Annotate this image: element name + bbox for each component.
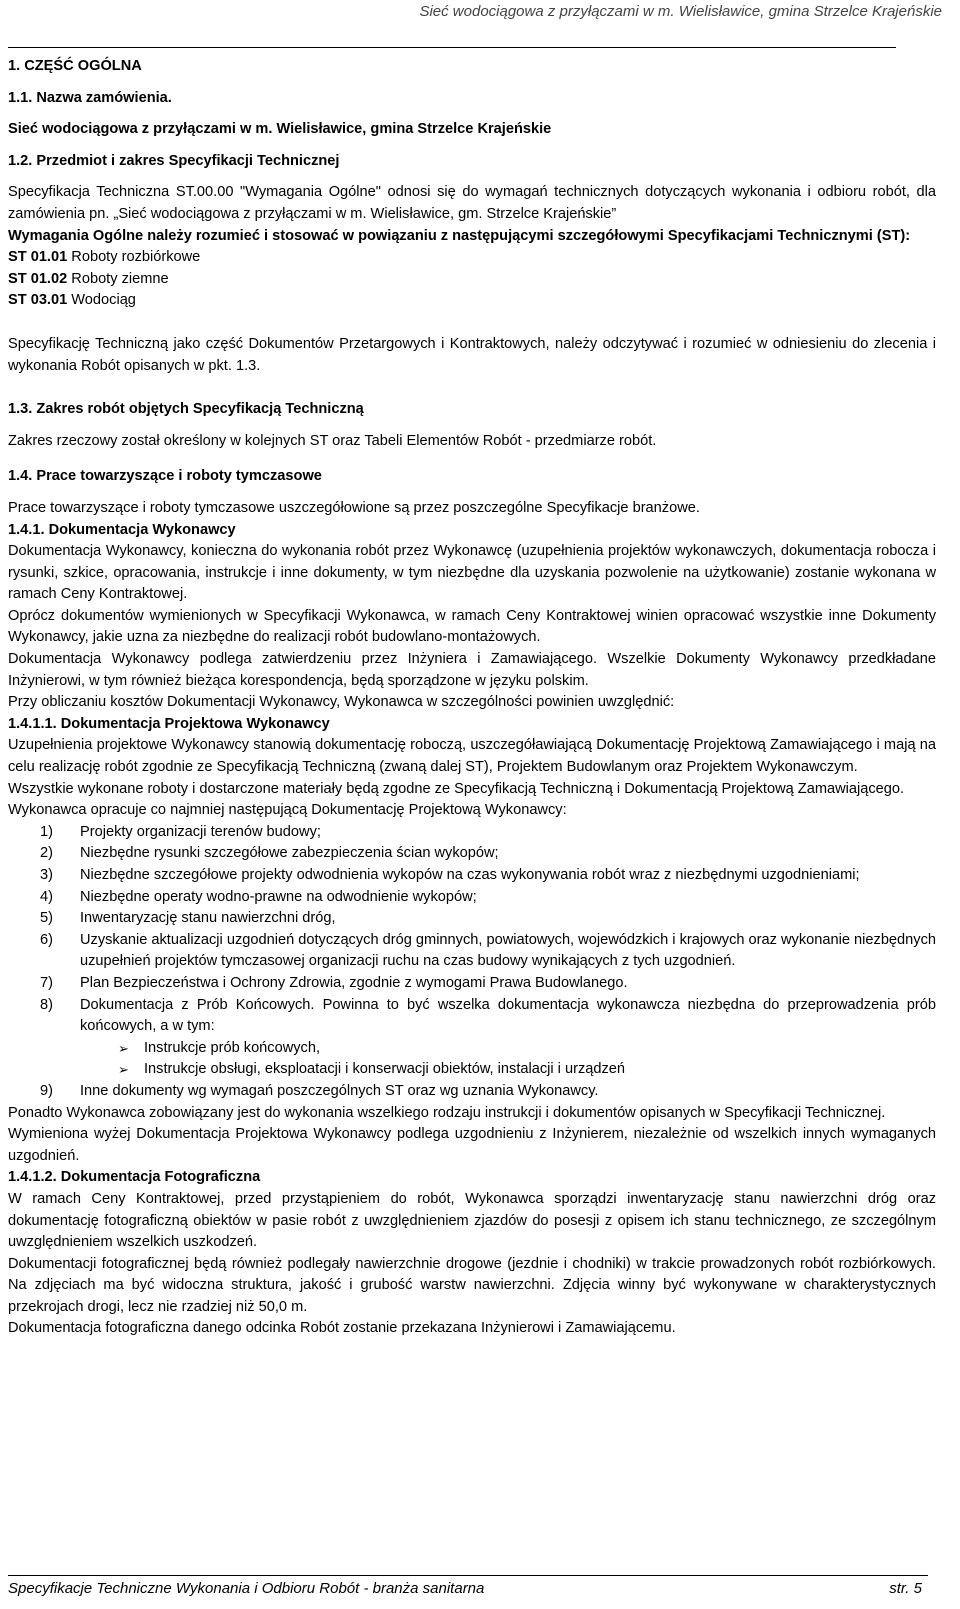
arrow-bullet-icon: ➢ <box>118 1040 129 1056</box>
paragraph: Specyfikację Techniczną jako część Dokumentów Przetargowych i Kontraktowych, należy odczytywać i rozumieć w odniesieniu do zlecenia i wykonania Robót opisanych w pkt. 1.3. <box>8 335 936 374</box>
paragraph: W ramach Ceny Kontraktowej, przed przystąpieniem do robót, Wykonawca sporządzi inwentaryzację stanu nawierzchni dróg oraz dokumentację fotograficzną obiektów w pasie robót z uwzględnieniem zjazdów do posesji z opisem ich stanu technicznego, ze szczególnym uwzględnieniem wszelkich uszkodzeń. <box>8 1190 936 1251</box>
numbered-list-continued <box>8 1081 936 1103</box>
numbered-list <box>8 822 936 1038</box>
paragraph: Dokumentacji fotograficznej będą również podlegały nawierzchnie drogowe (jezdnie i chodniki) w trakcie prowadzonych robót rozbiórkowych. Na zdjęciach ma być widoczna struktura, jakość i grubość warstw nawierzchni. Zdjęcia winny być wykonywane w charakterystycznych przekrojach drogi, lecz nie rzadziej niż 50,0 m. <box>8 1255 936 1315</box>
list-item: 2) Niezbędne rysunki szczegółowe zabezpieczenia ścian wykopów; <box>40 845 499 862</box>
paragraph: Wszystkie wykonane roboty i dostarczone materiały będą zgodne ze Specyfikacją Techniczną i Dokumentacją Projektową Zamawiającego. <box>8 780 905 797</box>
list-item: 8) Dokumentacja z Prób Końcowych. Powinna to być wszelka dokumentacja wykonawcza niezbędna do przeprowadzenia prób końcowych, a w tym: <box>40 996 936 1035</box>
paragraph: Przy obliczaniu kosztów Dokumentacji Wykonawcy, Wykonawca w szczególności powinien uwzględnić: <box>8 694 675 711</box>
section-heading-1-2: 1.2. Przedmiot i zakres Specyfikacji Technicznej <box>8 152 340 169</box>
section-heading-1-4-1-2: 1.4.1.2. Dokumentacja Fotograficzna <box>8 1169 261 1186</box>
section-heading-1: 1. CZĘŚĆ OGÓLNA <box>8 58 142 74</box>
paragraph: Oprócz dokumentów wymienionych w Specyfikacji Wykonawca, w ramach Ceny Kontraktowej winien opracować wszystkie inne Dokumenty Wykonawcy, jakie uzna za niezbędne do realizacji robót budowlano-montażowych. <box>8 607 936 646</box>
list-item: 9) Inne dokumenty wg wymagań poszczególnych ST oraz wg uznania Wykonawcy. <box>40 1082 599 1099</box>
section-heading-1-4-1-1: 1.4.1.1. Dokumentacja Projektowa Wykonawcy <box>8 715 330 732</box>
paragraph: Prace towarzyszące i roboty tymczasowe uszczegółowione są przez poszczególne Specyfikacje branżowe. <box>8 499 700 516</box>
document-body <box>8 56 936 1340</box>
paragraph: Uzupełnienia projektowe Wykonawcy stanowią dokumentację roboczą, uszczegóławiającą Dokumentację Projektową Zamawiającego i mają na celu realizację robót zgodnie ze Specyfikacją Techniczną (zwaną dalej ST), Projektem Budowlanym oraz Projektem Wykonawczym. <box>8 737 936 776</box>
section-heading-1-3: 1.3. Zakres robót objętych Specyfikacją Techniczną <box>8 401 364 418</box>
running-header: Sieć wodociągowa z przyłączami w m. Wielisławice, gmina Strzelce Krajeńskie <box>419 3 942 20</box>
paragraph: Wykonawca opracuje co najmniej następującą Dokumentację Projektową Wykonawcy: <box>8 802 567 819</box>
st-item: ST 01.01 Roboty rozbiórkowe <box>8 249 201 266</box>
list-item: 3) Niezbędne szczegółowe projekty odwodnienia wykopów na czas wykonywania robót wraz z niezbędnymi uzgodnieniami; <box>40 867 860 883</box>
footer-rule <box>8 1575 928 1576</box>
list-item: ➢ Instrukcje prób końcowych, <box>8 1038 936 1060</box>
list-item: 7) Plan Bezpieczeństwa i Ochrony Zdrowia, zgodnie z wymogami Prawa Budowlanego. <box>40 974 628 991</box>
order-name: Sieć wodociągowa z przyłączami w m. Wielisławice, gmina Strzelce Krajeńskie <box>8 121 552 138</box>
paragraph-bold: Wymagania Ogólne należy rozumieć i stosować w powiązaniu z następującymi szczegółowymi Specyfikacjami Technicznymi (ST): <box>8 227 911 244</box>
paragraph: Ponadto Wykonawca zobowiązany jest do wykonania wszelkiego rodzaju instrukcji i dokumentów opisanych w Specyfikacji Technicznej. <box>8 1104 886 1121</box>
arrow-list <box>8 1038 936 1081</box>
section-heading-1-1: 1.1. Nazwa zamówienia. <box>8 89 172 106</box>
st-item: ST 01.02 Roboty ziemne <box>8 270 169 287</box>
footer-title: Specyfikacje Techniczne Wykonania i Odbioru Robót - branża sanitarna <box>8 1580 485 1597</box>
list-item: 6) Uzyskanie aktualizacji uzgodnień dotyczących dróg gminnych, powiatowych, wojewódzkich i krajowych oraz wykonanie niezbędnych uzupełnień projektów tymczasowej organizacji ruchu na czas budowy wynikających z tych uzgodnień. <box>40 931 936 970</box>
paragraph: Wymieniona wyżej Dokumentacja Projektowa Wykonawcy podlega uzgodnieniu z Inżynierem, niezależnie od wszelkich innych wymaganych uzgodnień. <box>8 1126 936 1164</box>
paragraph: Dokumentacja Wykonawcy, konieczna do wykonania robót przez Wykonawcę (uzupełnienia projektów wykonawczych, dokumentacja robocza i rysunki, szkice, opracowania, instrukcje i inne dokumenty, w tym niezbędne dla uzyskania pozwolenie na użytkowanie) zostanie wykonana w ramach Ceny Kontraktowej. <box>8 543 936 603</box>
paragraph: Dokumentacja fotograficzna danego odcinka Robót zostanie przekazana Inżynierowi i Zamawiającemu. <box>8 1320 676 1337</box>
list-item: ➢ Instrukcje obsługi, eksploatacji i konserwacji obiektów, instalacji i urządzeń <box>8 1059 936 1081</box>
header-rule <box>8 47 896 48</box>
section-heading-1-4: 1.4. Prace towarzyszące i roboty tymczasowe <box>8 468 322 485</box>
list-item: 5) Inwentaryzację stanu nawierzchni dróg, <box>40 910 336 927</box>
list-item: 4) Niezbędne operaty wodno-prawne na odwodnienie wykopów; <box>40 888 477 905</box>
st-item: ST 03.01 Wodociąg <box>8 292 136 309</box>
list-item: 1) Projekty organizacji terenów budowy; <box>40 823 321 840</box>
paragraph: Dokumentacja Wykonawcy podlega zatwierdzeniu przez Inżyniera i Zamawiającego. Wszelkie Dokumenty Wykonawcy przedkładane Inżynierowi, w tym również bieżąca korespondencja, będą sporządzone w języku polskim. <box>8 651 936 689</box>
paragraph: Specyfikacja Techniczna ST.00.00 "Wymagania Ogólne" odnosi się do wymagań technicznych dotyczących wykonania i odbioru robót, dla zamówienia pn. „Sieć wodociągowa z przyłączami w m. Wielisławice, gm. Strzelce Krajeńskie” <box>8 184 936 222</box>
arrow-bullet-icon: ➢ <box>118 1062 129 1078</box>
page-number: str. 5 <box>889 1580 922 1597</box>
section-heading-1-4-1: 1.4.1. Dokumentacja Wykonawcy <box>8 521 236 538</box>
paragraph: Zakres rzeczowy został określony w kolejnych ST oraz Tabeli Elementów Robót - przedmiarze robót. <box>8 432 657 449</box>
